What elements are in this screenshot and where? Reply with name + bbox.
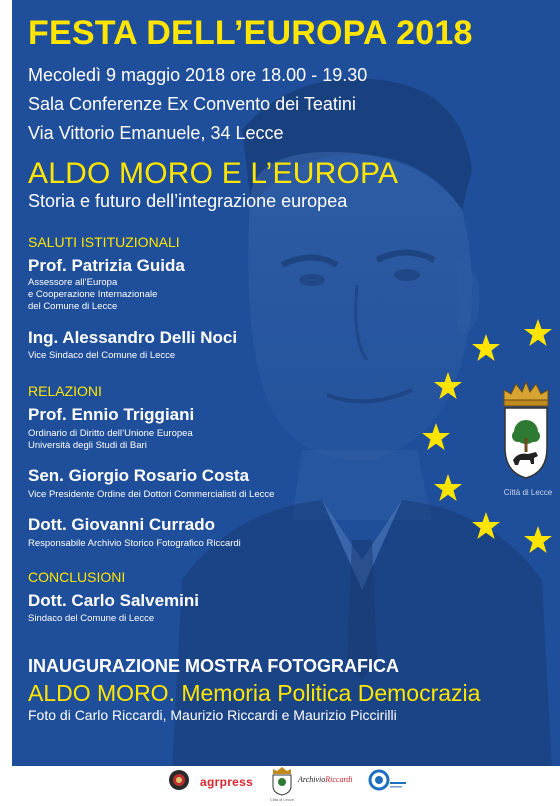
lecce-crest-icon	[498, 380, 554, 480]
event-subtitle: Storia e futuro dell’integrazione europea	[28, 191, 348, 211]
footer-logos	[0, 766, 560, 806]
speaker-role: Vice Presidente Ordine dei Dottori Commercialisti di Lecce	[28, 489, 275, 500]
star-icon	[421, 422, 451, 452]
speaker-name: Dott. Giovanni Currado	[28, 515, 215, 534]
speaker-role: Responsabile Archivio Storico Fotografico Riccardi	[28, 538, 241, 549]
section-saluti: SALUTI ISTITUZIONALI	[28, 234, 180, 250]
speaker-role: Vice Sindaco del Comune di Lecce	[28, 350, 176, 361]
festival-title: FESTA DELL’EUROPA 2018	[28, 14, 473, 52]
star-icon	[433, 371, 463, 401]
speaker-role: Ordinario di Diritto dell’Unione Europea Università degli Studi di Bari	[28, 428, 193, 451]
speaker-role: Assessore all’Europa e Cooperazione Internazionale del Comune di Lecce	[28, 277, 158, 312]
section-relazioni: RELAZIONI	[28, 383, 102, 399]
star-icon	[433, 473, 463, 503]
event-title: ALDO MORO E L’EUROPA	[28, 157, 399, 190]
exhibition-title: ALDO MORO. Memoria Politica Democrazia	[28, 680, 481, 706]
event-date: Mecoledì 9 maggio 2018 ore 18.00 - 19.30	[28, 65, 368, 85]
lecce-crest-small-icon	[270, 766, 294, 796]
star-icon	[471, 333, 501, 363]
speaker-name: Dott. Carlo Salvemini	[28, 591, 199, 610]
section-conclusioni: CONCLUSIONI	[28, 569, 126, 585]
crest-label: Città di Lecce	[503, 488, 553, 497]
star-icon	[523, 318, 553, 348]
star-icon	[471, 511, 501, 541]
seal-logo-icon	[168, 769, 190, 791]
speaker-role: Sindaco del Comune di Lecce	[28, 613, 155, 624]
speaker-name: Ing. Alessandro Delli Noci	[28, 328, 238, 347]
exhibition-heading: INAUGURAZIONE MOSTRA FOTOGRAFICA	[28, 656, 399, 676]
speaker-name: Sen. Giorgio Rosario Costa	[28, 466, 250, 485]
star-icon	[523, 525, 553, 555]
event-venue: Sala Conferenze Ex Convento dei Teatini	[28, 94, 356, 114]
event-address: Via Vittorio Emanuele, 34 Lecce	[28, 123, 284, 143]
speaker-name: Prof. Patrizia Guida	[28, 256, 185, 275]
exhibition-credits: Foto di Carlo Riccardi, Maurizio Riccardi e Maurizio Piccirilli	[28, 707, 397, 723]
speaker-name: Prof. Ennio Triggiani	[28, 405, 195, 424]
partner-logo-icon	[368, 768, 408, 794]
archivio-riccardi-logo: ArchivioRiccardi	[298, 775, 353, 784]
event-info	[28, 61, 367, 148]
crest-small-label: Città di Lecce	[269, 797, 295, 802]
agrpress-logo: agrpress	[200, 775, 254, 789]
poster	[12, 0, 560, 766]
